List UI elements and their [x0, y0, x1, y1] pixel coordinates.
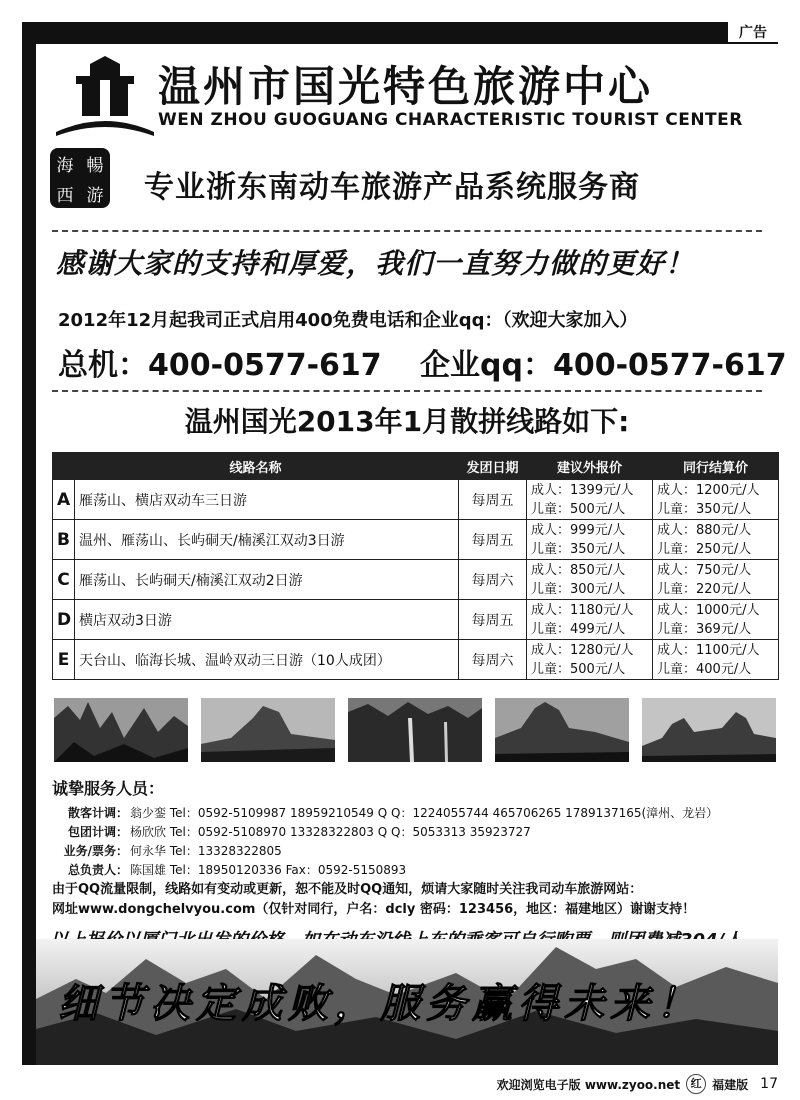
table-row [53, 480, 779, 520]
trade-price [653, 520, 779, 560]
content-panel [36, 44, 787, 939]
price-adult: 成人：880元/人 [657, 522, 752, 538]
route-day: 每周五 [459, 480, 527, 520]
retail-price [527, 640, 653, 680]
price-adult: 成人：999元/人 [531, 522, 626, 538]
price-adult: 成人：1200元/人 [657, 482, 760, 498]
price-child: 儿童：500元/人 [531, 501, 626, 517]
divider [52, 390, 762, 392]
table-row [53, 520, 779, 560]
mountain-photo [642, 698, 776, 762]
hotline: 总机：400-0577-617 [58, 348, 382, 383]
seal-char: 海 [56, 155, 74, 176]
retail-price [527, 560, 653, 600]
trade-price [653, 600, 779, 640]
price-child: 儿童：400元/人 [657, 661, 752, 677]
mountain-photo [54, 698, 188, 762]
routes-table [52, 452, 779, 680]
contact-row [52, 823, 718, 842]
footer-text: 欢迎浏览电子版 www.zyoo.net [496, 1077, 681, 1092]
divider [52, 230, 762, 232]
contact-role: 包团计调： [67, 825, 128, 839]
price-adult: 成人：850元/人 [531, 562, 626, 578]
info-line: 网址www.dongchelvyou.com（仅针对同行，户名：dcly 密码：123456，地区：福建地区）谢谢支持！ [52, 902, 696, 917]
seal-stamp [50, 148, 110, 208]
retail-price [527, 600, 653, 640]
header-depart-day: 发团日期 [459, 453, 527, 480]
route-id: D [53, 600, 75, 640]
route-id: B [53, 520, 75, 560]
contact-detail: 翁少銮 Tel：0592-5109987 18959210549 Q Q：1224055744 465706265 1789137165(漳州、龙岩） [130, 806, 719, 820]
info-line: 由于QQ流量限制，线路如有变动或更新，恕不能及时QQ通知，烦请大家随时关注我司动车旅游网站： [52, 882, 643, 897]
notice-text: 2012年12月起我司正式启用400免费电话和企业qq：（欢迎大家加入） [58, 310, 638, 331]
route-day: 每周六 [459, 560, 527, 600]
route-name: 天台山、临海长城、温岭双动三日游（10人成团） [75, 640, 459, 680]
company-name-en: WEN ZHOU GUOGUANG CHARACTERISTIC TOURIST CENTER [158, 110, 743, 130]
header-route-name: 线路名称 [53, 453, 459, 480]
contact-role: 散客计调： [67, 806, 128, 820]
contact-row [52, 804, 718, 823]
seal-char: 暢 [86, 155, 104, 176]
price-child: 儿童：350元/人 [657, 501, 752, 517]
mountain-photo [495, 698, 629, 762]
price-adult: 成人：750元/人 [657, 562, 752, 578]
website-info [52, 880, 695, 920]
ad-frame [22, 22, 787, 1065]
route-name: 雁荡山、横店双动车三日游 [75, 480, 459, 520]
price-child: 儿童：350元/人 [531, 541, 626, 557]
route-name: 温州、雁荡山、长屿硐天/楠溪江双动3日游 [75, 520, 459, 560]
price-child: 儿童：220元/人 [657, 581, 752, 597]
slogan: 专业浙东南动车旅游产品系统服务商 [144, 170, 640, 205]
contact-row [52, 861, 718, 880]
retail-price [527, 480, 653, 520]
contact-detail: 何永华 Tel：13328322805 [130, 844, 282, 858]
price-adult: 成人：1399元/人 [531, 482, 634, 498]
header-trade-price: 同行结算价 [653, 453, 779, 480]
page-number: 17 [760, 1076, 778, 1092]
company-name-cn: 温州市国光特色旅游中心 [158, 62, 654, 111]
footer-edition: 福建版 [712, 1077, 749, 1092]
route-day: 每周六 [459, 640, 527, 680]
staff-title: 诚挚服务人员： [52, 779, 165, 798]
trade-price [653, 560, 779, 600]
route-name: 横店双动3日游 [75, 600, 459, 640]
staff-contacts [52, 804, 718, 880]
mountain-photo [201, 698, 335, 762]
motto: 细节决定成败，服务赢得未来！ [58, 980, 702, 1027]
trade-price [653, 640, 779, 680]
seal-char: 西 [56, 185, 74, 206]
contact-role: 业务/票务： [63, 844, 128, 858]
price-child: 儿童：500元/人 [531, 661, 626, 677]
thanks-line: 感谢大家的支持和厚爱，我们一直努力做的更好！ [56, 247, 695, 280]
price-child: 儿童：300元/人 [531, 581, 626, 597]
table-row [53, 560, 779, 600]
retail-price [527, 520, 653, 560]
header-retail-price: 建议外报价 [527, 453, 653, 480]
company-logo-icon [52, 54, 158, 140]
route-day: 每周五 [459, 600, 527, 640]
trade-price [653, 480, 779, 520]
page-footer [497, 1074, 778, 1094]
price-adult: 成人：1280元/人 [531, 642, 634, 658]
route-day: 每周五 [459, 520, 527, 560]
seal-char: 游 [86, 185, 104, 206]
price-adult: 成人：1100元/人 [657, 642, 760, 658]
route-id: C [53, 560, 75, 600]
table-row [53, 640, 779, 680]
contact-detail: 陈国雄 Tel：18950120336 Fax：0592-5150893 [130, 863, 407, 877]
footer-badge: 红 [686, 1074, 706, 1094]
price-adult: 成人：1180元/人 [531, 602, 634, 618]
ad-tag: 广告 [726, 22, 778, 44]
routes-title: 温州国光2013年1月散拼线路如下: [184, 405, 630, 438]
contact-row [52, 842, 718, 861]
route-id: A [53, 480, 75, 520]
table-header-row [53, 453, 779, 480]
scenery-photos [54, 698, 778, 762]
price-child: 儿童：499元/人 [531, 621, 626, 637]
price-child: 儿童：250元/人 [657, 541, 752, 557]
table-row [53, 600, 779, 640]
route-id: E [53, 640, 75, 680]
price-child: 儿童：369元/人 [657, 621, 752, 637]
mountain-photo [348, 698, 482, 762]
contact-detail: 杨欣欣 Tel：0592-5108970 13328322803 Q Q：5053313 35923727 [130, 825, 531, 839]
contact-role: 总负责人： [67, 863, 128, 877]
price-adult: 成人：1000元/人 [657, 602, 760, 618]
route-name: 雁荡山、长屿硐天/楠溪江双动2日游 [75, 560, 459, 600]
enterprise-qq: 企业qq：400-0577-617 [420, 348, 787, 383]
